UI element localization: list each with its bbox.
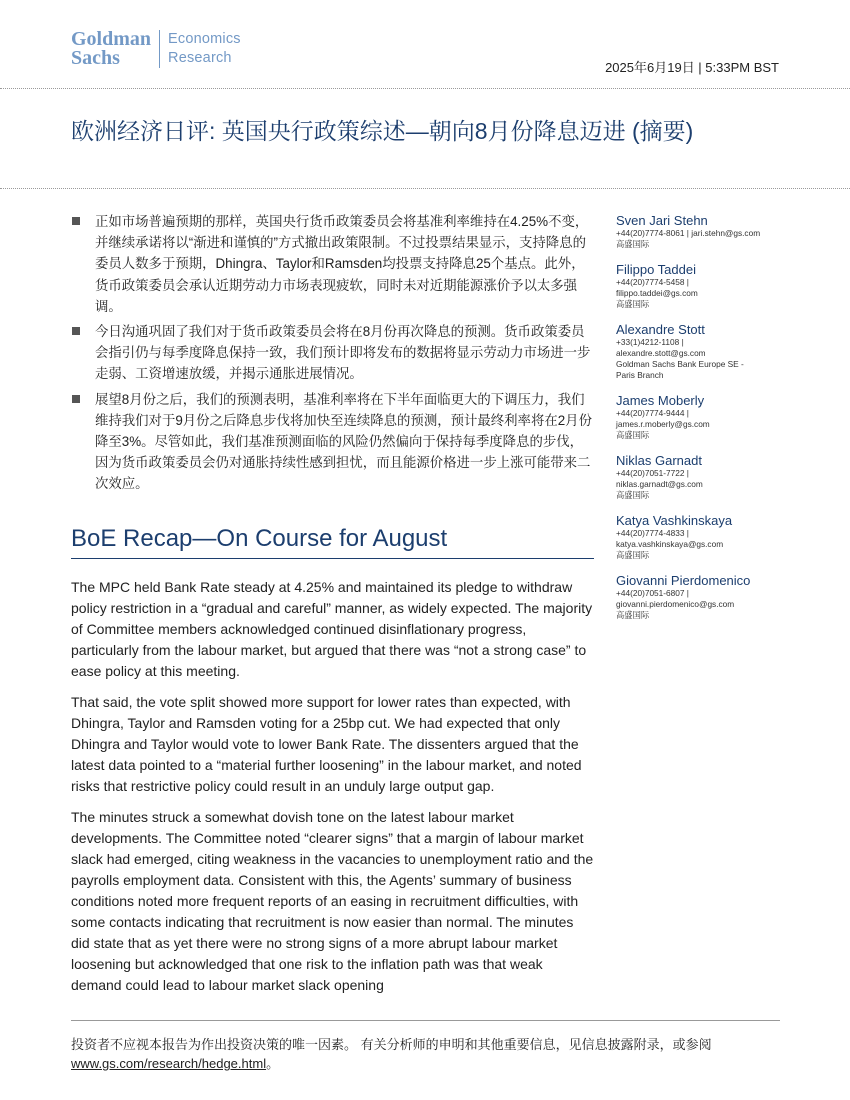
disclosure-footer: [71, 1035, 780, 1073]
logo-wordmark: [71, 30, 151, 68]
analyst-affiliation: 高盛国际: [616, 550, 650, 560]
analyst-affiliation: 高盛国际: [616, 299, 650, 309]
analyst-name[interactable]: James Moberly: [616, 393, 705, 408]
department-line-research: Research: [168, 50, 232, 66]
summary-bullet: [71, 211, 594, 317]
analyst-affiliation-branch: Paris Branch: [616, 370, 664, 380]
analyst-email[interactable]: filippo.taddei@gs.com: [616, 288, 698, 298]
analyst-entry: [616, 262, 786, 310]
analyst-name[interactable]: Alexandre Stott: [616, 322, 705, 337]
bullet-text: 展望8月份之后，我们的预测表明，基准利率将在下半年面临更大的下调压力，我们维持我们对于9月份之后降息步伐将加快至连续降息的预测，预计最终利率将在2月份降至3%。尽管如此，我们基准预测面临的风险仍然偏向于保持每季度降息的步伐，因为货币政策委员会仍对通胀持续性感到担忧，而且能源价格进一步上涨可能带来二次效应。: [95, 391, 592, 492]
analyst-email[interactable]: giovanni.pierdomenico@gs.com: [616, 599, 735, 609]
analyst-name[interactable]: Niklas Garnadt: [616, 453, 702, 468]
analyst-affiliation: Goldman Sachs Bank Europe SE -: [616, 359, 744, 369]
publish-datetime: 2025年6月19日 | 5:33PM BST: [605, 60, 779, 75]
summary-bullet: [71, 389, 594, 495]
square-bullet-icon: [72, 395, 80, 403]
department-line-economics: Economics: [168, 31, 241, 47]
header-divider: [0, 88, 850, 89]
summary-bullet: [71, 321, 594, 385]
analyst-phone: +44(20)7774-5458 |: [616, 277, 689, 287]
square-bullet-icon: [72, 217, 80, 225]
analyst-sidebar: [616, 213, 786, 633]
logo-line-goldman: Goldman: [71, 28, 152, 50]
analyst-email[interactable]: alexandre.stott@gs.com: [616, 348, 706, 358]
title-divider: [0, 188, 850, 189]
analyst-name[interactable]: Sven Jari Stehn: [616, 213, 708, 228]
logo-divider: [159, 30, 160, 68]
report-title: 欧洲经济日评: 英国央行政策综述—朝向8月份降息迈进 (摘要): [71, 118, 694, 144]
main-column: [71, 211, 594, 996]
analyst-contact[interactable]: +44(20)7774-8061 | jari.stehn@gs.com: [616, 228, 761, 238]
analyst-phone: +44(20)7774-4833 |: [616, 528, 689, 538]
analyst-name[interactable]: Filippo Taddei: [616, 262, 696, 277]
summary-bullets: [71, 211, 594, 495]
analyst-email[interactable]: niklas.garnadt@gs.com: [616, 479, 703, 489]
disclosure-text: 投资者不应视本报告为作出投资决策的唯一因素。 有关分析师的申明和其他重要信息，见信息披露附录，或参阅: [71, 1037, 712, 1052]
analyst-entry: [616, 453, 786, 501]
analyst-phone: +33(1)4212-1108 |: [616, 337, 684, 347]
analyst-entry: [616, 513, 786, 561]
analyst-name[interactable]: Katya Vashkinskaya: [616, 513, 733, 528]
analyst-email[interactable]: james.r.moberly@gs.com: [616, 419, 710, 429]
logo-line-sachs: Sachs: [71, 47, 120, 69]
analyst-entry: [616, 322, 786, 381]
disclosure-link[interactable]: www.gs.com/research/hedge.html: [71, 1056, 267, 1071]
bullet-text: 今日沟通巩固了我们对于货币政策委员会将在8月份再次降息的预测。货币政策委员会指引仍与每季度降息保持一致，我们预计即将发布的数据将显示劳动力市场进一步走弱、工资增速放缓，并揭示通胀进展情况。: [95, 324, 591, 382]
analyst-entry: [616, 393, 786, 441]
bullet-text: 正如市场普遍预期的那样，英国央行货币政策委员会将基准利率维持在4.25%不变，并继续承诺将以“渐进和谨慎的”方式撤出政策限制。不过投票结果显示，支持降息的委员人数多于预期，Dhingra、Taylor和Ramsden均投票支持降息25个基点。此外，货币政策委员会承认近期劳动力市场表现疲软，同时未对近期能源涨价予以太多强调。: [95, 214, 589, 314]
gs-logo: [71, 30, 241, 68]
analyst-name[interactable]: Giovanni Pierdomenico: [616, 573, 751, 588]
body-paragraph: The MPC held Bank Rate steady at 4.25% and maintained its pledge to withdraw policy restriction in a “gradual and careful” manner, as widely expected. The majority of Committee members acknowledged continued disinflationary progress, particularly from the labour market, but argued that there was “not a strong case” to ease policy at this meeting.: [71, 578, 593, 679]
body-paragraph: The minutes struck a somewhat dovish tone on the latest labour market developments. The Committee noted “clearer signs” that a margin of labour market slack had emerged, citing weakness in the vacancies to unemployment ratio and the payrolls employment data. Consistent with this, the Agents’ summary of business conditions noted more frequent reports of an easing in recruitment difficulties, with some contacts indicating that recruitment is now easier than normal. The minutes did state that as yet there were no strong signs of a more abrupt labour market loosening but acknowledged that one risk to the inflation path was that weak demand could lead to labour market slack opening: [71, 808, 594, 993]
analyst-affiliation: 高盛国际: [616, 490, 650, 500]
analyst-affiliation: 高盛国际: [616, 239, 650, 249]
analyst-phone: +44(20)7774-9444 |: [616, 408, 689, 418]
section-heading: BoE Recap—On Course for August: [71, 523, 594, 559]
disclosure-suffix: 。: [266, 1056, 280, 1071]
body-paragraph: That said, the vote split showed more support for lower rates than expected, with Dhingra, Taylor and Ramsden voting for a 25bp cut. We had expected that only Dhingra and Taylor would vote to lower Bank Rate. The dissenters argued that the latest data pointed to a “material further loosening” in the labour market, and noted risks that restrictive policy could result in an unduly large output gap.: [71, 693, 582, 794]
analyst-affiliation: 高盛国际: [616, 610, 650, 620]
department-label: [168, 30, 241, 68]
square-bullet-icon: [72, 327, 80, 335]
analyst-phone: +44(20)7051-7722 |: [616, 468, 689, 478]
analyst-entry: [616, 213, 786, 250]
footer-divider: [71, 1020, 780, 1021]
analyst-phone: +44(20)7051-6807 |: [616, 588, 689, 598]
analyst-entry: [616, 573, 786, 621]
analyst-email[interactable]: katya.vashkinskaya@gs.com: [616, 539, 724, 549]
analyst-affiliation: 高盛国际: [616, 430, 650, 440]
